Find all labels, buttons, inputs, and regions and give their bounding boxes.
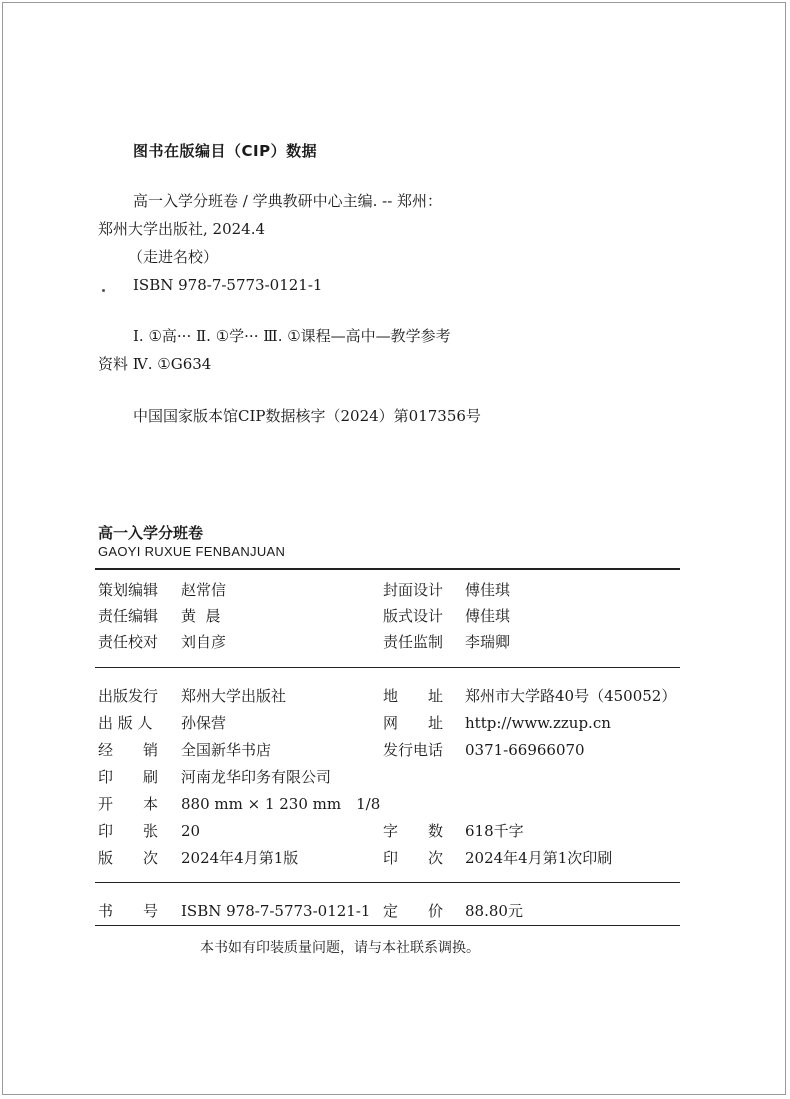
label-proofreader: 责任校对	[98, 633, 159, 651]
cip-line-publisher: 郑州大学出版社, 2024.4	[98, 220, 266, 238]
value-cover-design: 傅佳琪	[465, 581, 511, 599]
cip-line-title: 高一入学分班卷 / 学典教研中心主编. -- 郑州：	[133, 192, 443, 210]
value-printer: 河南龙华印务有限公司	[181, 768, 332, 786]
cip-verification: 中国国家版本馆CIP数据核字（2024）第017356号	[133, 407, 481, 425]
label-edition: 版 次	[98, 849, 159, 867]
label-publisher: 出版发行	[98, 687, 159, 705]
cip-heading: 图书在版编目（CIP）数据	[133, 142, 318, 160]
label-website: 网 址	[383, 714, 444, 732]
label-isbn: 书 号	[98, 902, 159, 920]
cip-line-series: （走进名校）	[128, 248, 219, 266]
value-issuer: 孙保营	[181, 714, 227, 732]
book-pinyin: GAOYI RUXUE FENBANJUAN	[98, 544, 286, 559]
label-responsible-editor: 责任编辑	[98, 607, 159, 625]
rule-bottom	[95, 925, 680, 926]
value-production-supervisor: 李瑞卿	[465, 633, 511, 651]
value-proofreader: 刘自彦	[181, 633, 227, 651]
value-phone: 0371-66966070	[465, 741, 585, 759]
value-layout-design: 傅佳琪	[465, 607, 511, 625]
value-impression: 2024年4月第1次印刷	[465, 849, 613, 867]
label-distribution: 经 销	[98, 741, 159, 759]
value-isbn: ISBN 978-7-5773-0121-1	[181, 902, 371, 920]
value-website: http://www.zzup.cn	[465, 714, 611, 732]
value-responsible-editor: 黄 晨	[181, 607, 221, 625]
dot-mark	[102, 289, 105, 292]
rule-top	[95, 568, 680, 570]
value-word-count: 618千字	[465, 822, 524, 840]
label-address: 地 址	[383, 687, 444, 705]
cip-classification-cont: 资料 Ⅳ. ①G634	[98, 355, 212, 373]
value-address: 郑州市大学路40号（450052）	[465, 687, 677, 705]
value-distribution: 全国新华书店	[181, 741, 272, 759]
value-sheets: 20	[181, 822, 201, 840]
value-edition: 2024年4月第1版	[181, 849, 299, 867]
rule-middle	[95, 667, 680, 668]
label-phone: 发行电话	[383, 741, 444, 759]
cip-isbn: ISBN 978-7-5773-0121-1	[133, 276, 323, 294]
value-format: 880 mm × 1 230 mm 1/8	[181, 795, 381, 813]
label-price: 定 价	[383, 902, 444, 920]
footer-notice: 本书如有印装质量问题，请与本社联系调换。	[200, 940, 480, 956]
cip-classification: Ⅰ. ①高··· Ⅱ. ①学··· Ⅲ. ①课程—高中—教学参考	[133, 327, 451, 345]
label-word-count: 字 数	[383, 822, 444, 840]
label-issuer: 出 版 人	[98, 714, 153, 732]
label-impression: 印 次	[383, 849, 444, 867]
value-price: 88.80元	[465, 902, 523, 920]
label-cover-design: 封面设计	[383, 581, 444, 599]
value-planning-editor: 赵常信	[181, 581, 227, 599]
label-production-supervisor: 责任监制	[383, 633, 444, 651]
book-title: 高一入学分班卷	[98, 524, 204, 542]
label-format: 开 本	[98, 795, 159, 813]
label-printer: 印 刷	[98, 768, 159, 786]
label-planning-editor: 策划编辑	[98, 581, 159, 599]
label-layout-design: 版式设计	[383, 607, 444, 625]
rule-lower	[95, 882, 680, 883]
value-publisher: 郑州大学出版社	[181, 687, 287, 705]
label-sheets: 印 张	[98, 822, 159, 840]
